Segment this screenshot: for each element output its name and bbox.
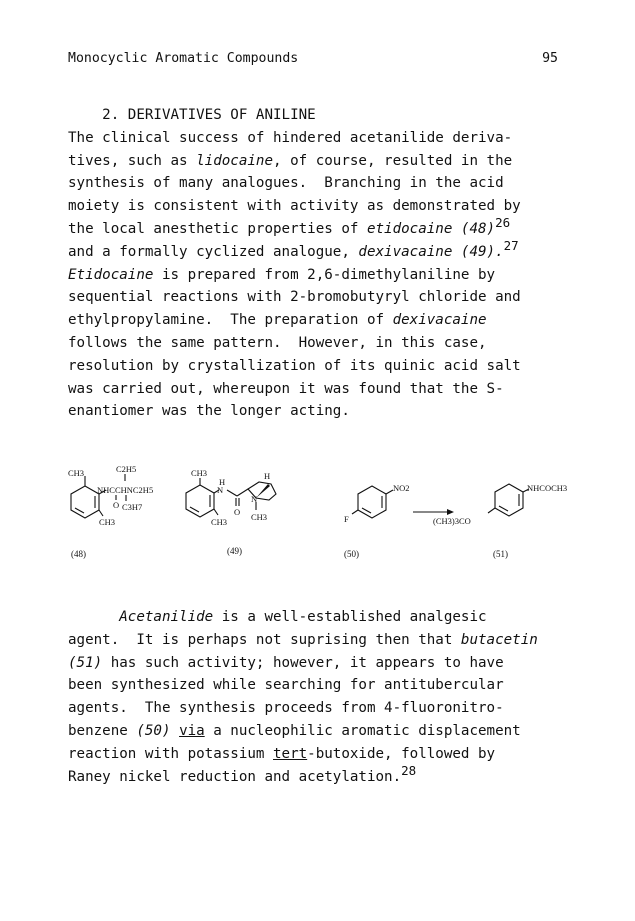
text-line — [68, 743, 568, 766]
text-line — [68, 195, 568, 218]
compound-label-51: (51) — [493, 549, 508, 559]
compound-label-50: (50) — [344, 549, 359, 559]
paragraph-aniline-derivatives — [68, 104, 568, 423]
drug-name-dexivacaine: dexivacaine (49). — [358, 243, 504, 260]
text-line — [68, 237, 568, 264]
text-line — [68, 606, 568, 629]
text-line — [68, 332, 568, 355]
text-line — [68, 674, 568, 697]
wedge-bond — [256, 484, 270, 498]
citation-superscript: 27 — [503, 237, 519, 253]
text-span: moiety is consistent with activity as demonstrated by — [68, 198, 521, 215]
text-span: ethylpropylamine. The preparation of — [68, 312, 393, 329]
section-heading-text: 2. DERIVATIVES OF ANILINE — [102, 107, 316, 123]
running-title: Monocyclic Aromatic Compounds — [68, 51, 299, 66]
text-line — [68, 652, 568, 675]
c2h5-label: C2H5 — [116, 464, 137, 474]
nitro-label: NO2 — [393, 483, 410, 493]
text-line — [68, 127, 568, 150]
citation-superscript: 26 — [495, 214, 511, 230]
double-bond — [499, 506, 508, 511]
bond — [99, 510, 103, 516]
bond — [237, 489, 248, 496]
text-span: and a formally cyclized analogue, — [68, 243, 359, 260]
nitrogen-label: N — [251, 494, 258, 504]
drug-name-butacetin: butacetin — [460, 631, 538, 648]
reaction-arrowhead — [447, 509, 454, 515]
text-line — [68, 762, 568, 789]
text-line — [68, 172, 568, 195]
text-span: a nucleophilic aromatic displacement — [204, 722, 521, 739]
c3h7-label: C3H7 — [122, 502, 143, 512]
h-label: H — [219, 477, 226, 487]
tert-butoxy-label: (CH3)3CO — [433, 516, 471, 526]
oxygen-label: O — [113, 500, 120, 510]
drug-name-dexivacaine: dexivacaine — [392, 312, 487, 329]
text-span: reaction with potassium — [68, 745, 273, 762]
text-line — [68, 150, 568, 173]
drug-name-lidocaine: lidocaine — [196, 152, 273, 169]
text-span: tives, such as — [68, 152, 197, 169]
h-label: H — [264, 471, 271, 481]
paragraph-butacetin — [68, 606, 568, 788]
text-span: has such activity; however, it appears to have — [102, 654, 504, 671]
section-heading — [68, 104, 568, 127]
text-span: the local anesthetic properties of — [68, 220, 367, 237]
double-bond — [190, 507, 199, 512]
running-header — [68, 50, 558, 68]
text-span: follows the same pattern. However, in this case, — [68, 334, 487, 351]
text-span: was carried out, whereupon it was found that the S- — [68, 380, 504, 397]
ch3-label: CH3 — [251, 512, 268, 522]
text-span: synthesis of many analogues. Branching in the acid — [68, 175, 504, 192]
chemical-structures-scheme — [55, 458, 590, 568]
structures-drawing — [55, 458, 590, 568]
bond — [352, 510, 358, 514]
compound-ref: (50) — [136, 722, 171, 739]
text-span: Raney nickel reduction and acetylation. — [68, 768, 402, 785]
text-span: agent. It is perhaps not suprising then that — [68, 631, 461, 648]
text-span: is a well-established analgesic — [213, 609, 487, 625]
bond — [386, 490, 393, 494]
text-span: The clinical success of hindered acetanilide deriva- — [68, 129, 513, 146]
underlined-term: tert — [273, 745, 308, 762]
drug-name-etidocaine: Etidocaine — [68, 266, 154, 283]
drug-name-acetanilide: Acetanilide — [119, 609, 214, 625]
compound-label-48: (48) — [71, 549, 86, 559]
compound-ref: (51) — [68, 654, 103, 671]
ch3-label: CH3 — [211, 517, 228, 527]
text-line — [68, 629, 568, 652]
text-line — [68, 264, 568, 287]
text-span: , of course, resulted in the — [273, 152, 513, 169]
ch3-label: CH3 — [99, 517, 116, 527]
text-span — [171, 723, 180, 739]
text-line — [68, 309, 568, 332]
double-bond — [75, 508, 84, 513]
text-line — [68, 697, 568, 720]
ch3-label: CH3 — [68, 468, 85, 478]
double-bond — [362, 508, 371, 513]
drug-name-etidocaine: etidocaine (48) — [366, 220, 496, 237]
underlined-term: via — [179, 722, 205, 739]
compound-label-49: (49) — [227, 546, 242, 556]
amide-chain-label: NHCCHNC2H5 — [97, 485, 154, 495]
text-line — [68, 720, 568, 743]
text-span: agents. The synthesis proceeds from 4-fluoronitro- — [68, 700, 504, 717]
text-line — [68, 400, 568, 423]
text-line — [68, 355, 568, 378]
text-span: resolution by crystallization of its quinic acid salt — [68, 357, 521, 374]
text-line — [68, 214, 568, 241]
nitrogen-label: N — [217, 485, 224, 495]
bond — [488, 508, 495, 513]
text-line — [68, 286, 568, 309]
page-number: 95 — [542, 51, 558, 66]
text-span: -butoxide, followed by — [307, 745, 496, 762]
text-span: enantiomer was the longer acting. — [68, 403, 350, 420]
bond — [214, 509, 218, 515]
text-span: is prepared from 2,6-dimethylaniline by — [153, 266, 496, 283]
text-span: benzene — [68, 722, 137, 739]
ch3-label: CH3 — [191, 468, 208, 478]
bond — [227, 490, 237, 496]
fluorine-label: F — [344, 514, 349, 524]
citation-superscript: 28 — [401, 762, 417, 778]
oxygen-label: O — [234, 507, 241, 517]
text-line — [68, 378, 568, 401]
text-span: sequential reactions with 2-bromobutyryl chloride and — [68, 289, 521, 306]
acetamido-label: NHCOCH3 — [527, 483, 568, 493]
text-span: been synthesized while searching for antitubercular — [68, 677, 504, 694]
